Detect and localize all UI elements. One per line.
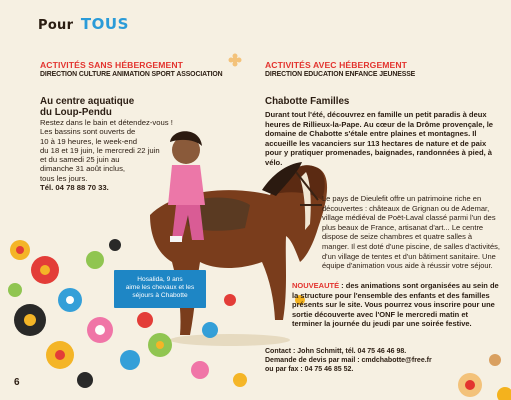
venue-line: et du samedi 25 juin au xyxy=(40,155,120,165)
venue-line: du 18 et 19 juin, le mercredi 22 juin xyxy=(40,145,160,155)
page-number: 6 xyxy=(14,377,20,388)
page-heading xyxy=(38,14,129,33)
left-section-title: ACTIVITÉS SANS HÉBERGEMENT xyxy=(40,60,183,70)
right-section-subtitle: DIRECTION EDUCATION ENFANCE JEUNESSE xyxy=(265,71,416,78)
venue-telephone: Tél. 04 78 88 70 33. xyxy=(40,183,109,193)
venue-title-line-1: Au centre aquatique xyxy=(40,96,135,107)
venue-title-line-2: du Loup-Pendu xyxy=(40,107,112,118)
contact-line: Contact : John Schmitt, tél. 04 75 46 46 98. xyxy=(265,348,407,355)
venue-line: dimanche 31 août inclus, xyxy=(40,164,126,174)
chabotte-intro: Durant tout l'été, découvrez en famille un petit paradis à deux heures de Rillieux-la-Pape. Au cœur de la Drôme provençale, le domaine de Chabotte s'étale entre plaines et montagnes. Il accueille les vacanciers sur 113 hectares de nature et de paix pour y pratiquer promenades, baignades, randonnées à pied, à vélo. xyxy=(265,110,494,167)
heading-tous: TOUS xyxy=(80,15,129,33)
contact-block xyxy=(265,347,495,375)
caption-line-1: Hosalida, 9 ans xyxy=(137,276,183,283)
venue-line: tous les jours. xyxy=(40,173,88,183)
heading-pour: Pour xyxy=(38,18,74,33)
venue-description xyxy=(40,118,200,192)
caption-line-2: aime les chevaux et les xyxy=(125,284,195,291)
contact-line: ou par fax : 04 75 46 85 52. xyxy=(265,366,354,374)
right-section-title: ACTIVITÉS AVEC HÉBERGEMENT xyxy=(265,60,408,70)
venue-line: Restez dans le bain et détendez-vous ! xyxy=(40,118,173,127)
caption-line-3: séjours à Chabotte xyxy=(132,292,188,299)
venue-line: 10 à 19 heures, le week-end xyxy=(40,136,138,146)
chabotte-details: Le pays de Dieulefit offre un patrimoine riche en découvertes : châteaux de Grignan ou de Ademar, village médiéval de Poët-Laval classé parmi l'un des plus beaux de France, artisanat d'art... Le centre dispose de seize chambres et quatre salles à manger. Il est doté d'une piscine, de salles d'activités, d'un village de tentes et d'un bâtiment sanitaire. Une équipe d'animation vous aide à réussir votre séjour. xyxy=(322,194,500,271)
contact-line: Demande de devis par mail : cmdchabotte@free.fr xyxy=(265,357,432,365)
chabotte-title: Chabotte Familles xyxy=(265,96,350,107)
right-column xyxy=(265,60,497,78)
news-label: NOUVEAUTÉ xyxy=(292,281,340,290)
photo-caption xyxy=(114,270,206,308)
chabotte-news xyxy=(292,281,500,329)
venue-line: Les bassins sont ouverts de xyxy=(40,127,136,137)
news-text: : des animations sont organisées au sein de la structure pour l'ensemble des enfants et des familles présents sur le site. Vous pourrez vous inscrire pour une sortie découverte avec l'ONF le mercredi matin et terminer la journée du jeudi par une soirée festive. xyxy=(292,281,499,329)
left-section-subtitle: DIRECTION CULTURE ANIMATION SPORT ASSOCIATION xyxy=(40,71,223,78)
venue-title xyxy=(40,96,190,118)
left-column xyxy=(40,60,245,78)
